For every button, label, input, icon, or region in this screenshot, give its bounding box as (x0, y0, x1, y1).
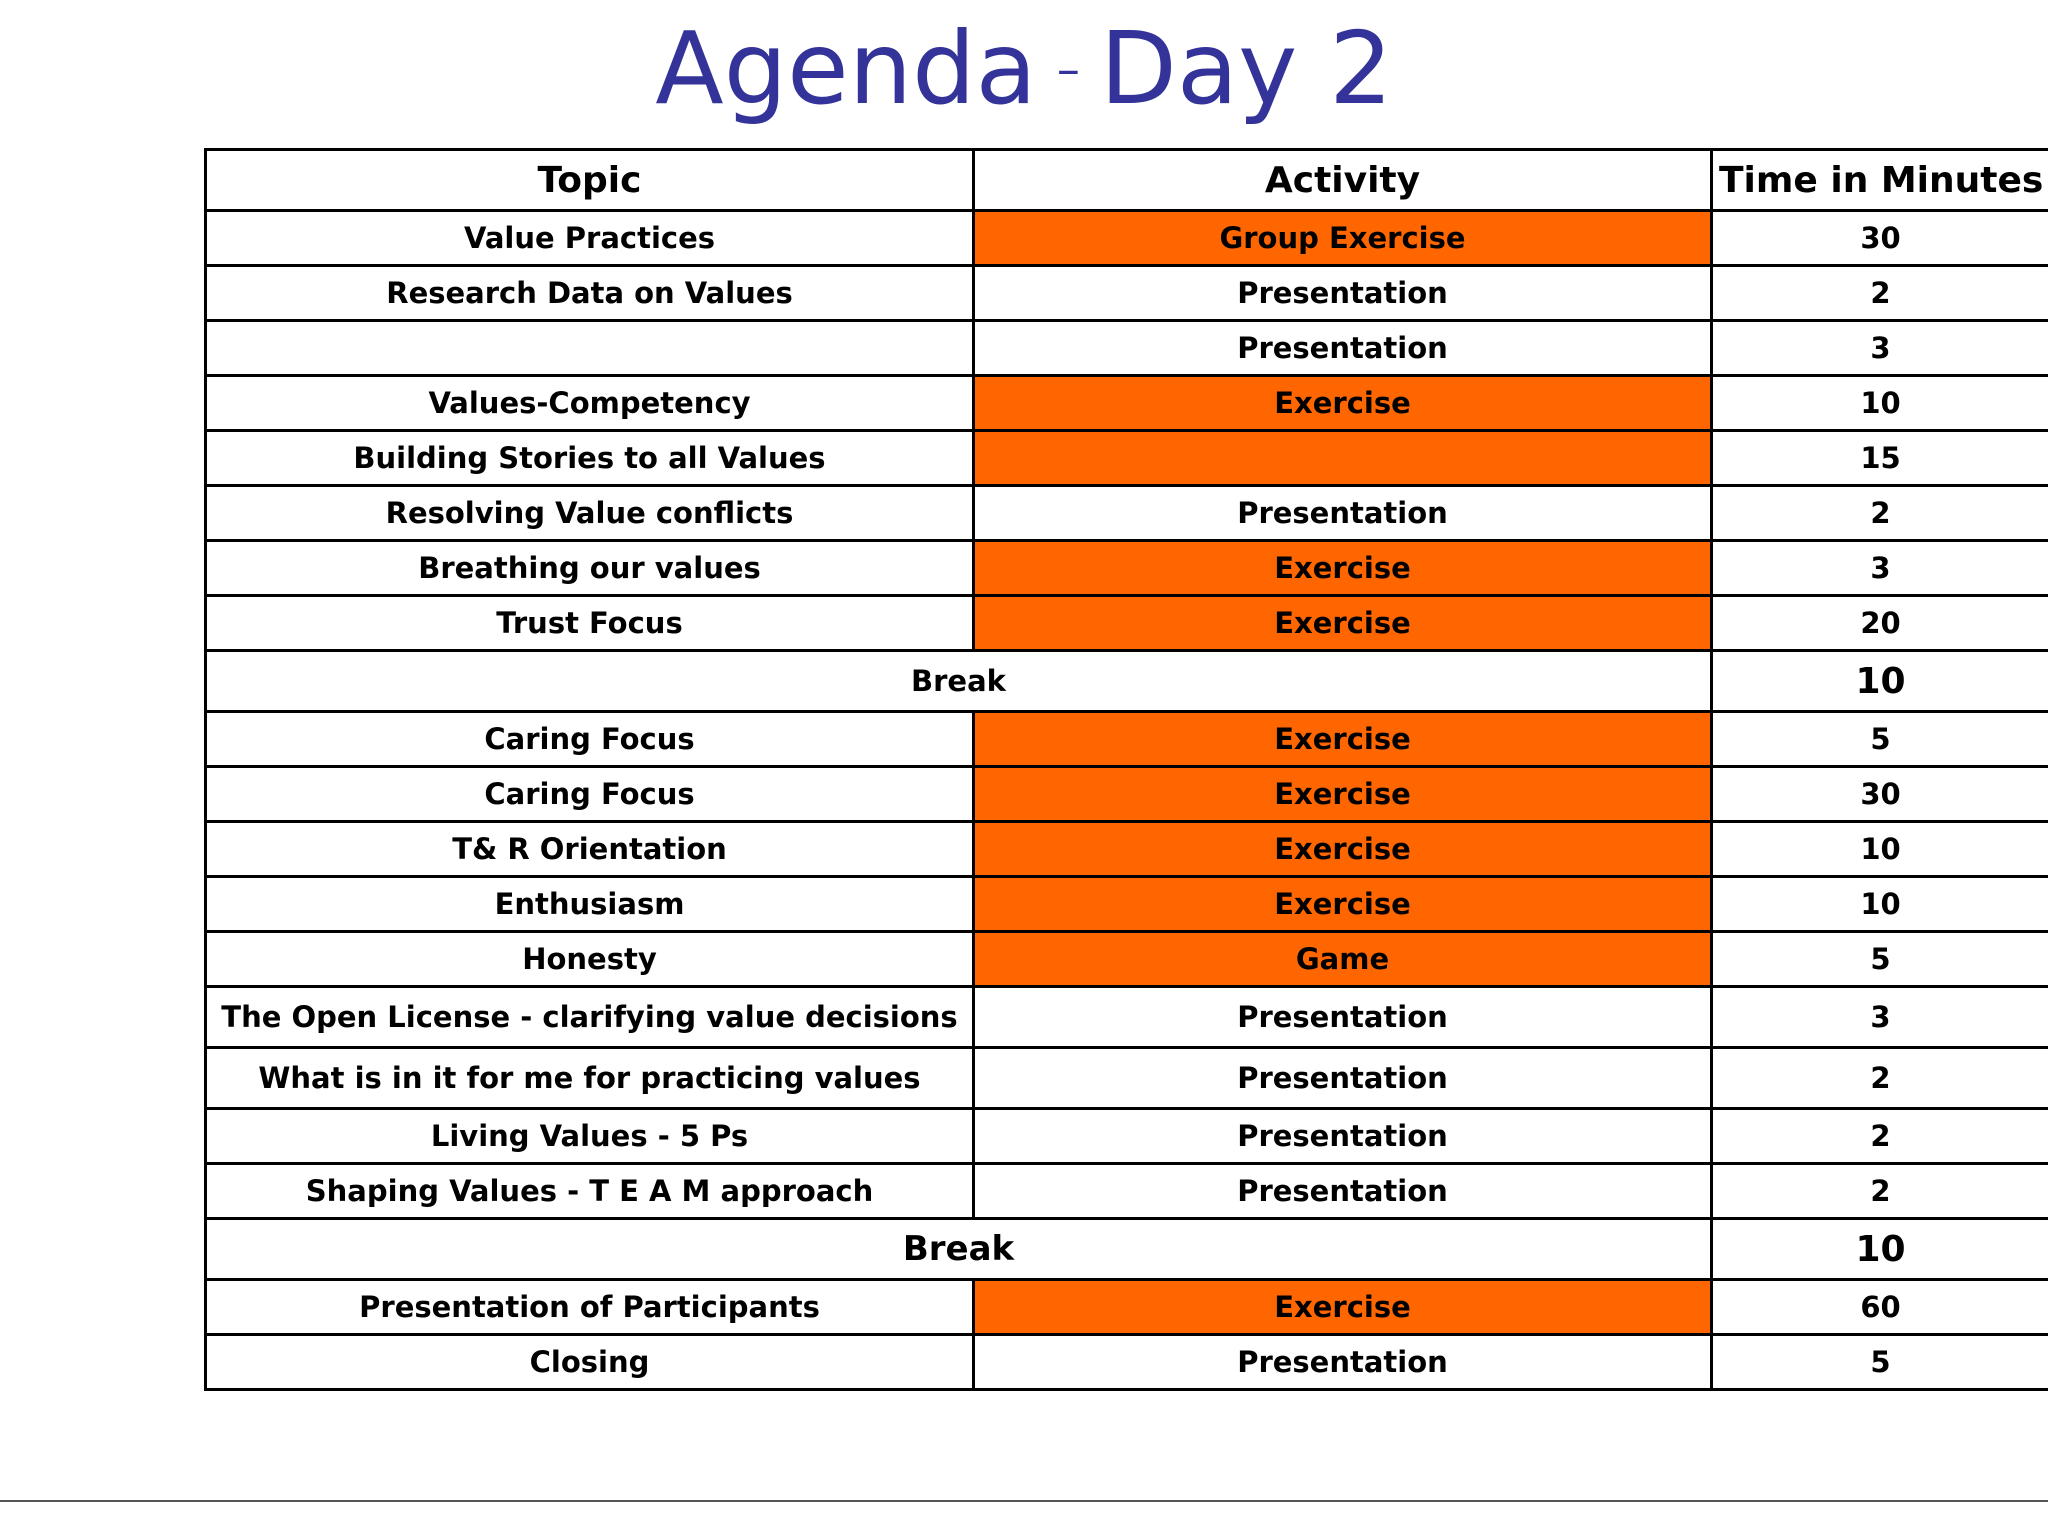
time-cell: 30 (1712, 211, 2048, 266)
header-topic: Topic (206, 150, 974, 211)
time-cell: 30 (1712, 767, 2048, 822)
activity-cell: Exercise (974, 376, 1712, 431)
activity-cell: Presentation (974, 1109, 1712, 1164)
header-row (206, 150, 2048, 211)
break-label: Break (206, 651, 1712, 712)
topic-cell: Living Values - 5 Ps (206, 1109, 974, 1164)
time-cell: 2 (1712, 266, 2048, 321)
activity-cell: Exercise (974, 822, 1712, 877)
topic-cell: Presentation of Participants (206, 1280, 974, 1335)
activity-cell: Exercise (974, 1280, 1712, 1335)
time-cell: 15 (1712, 431, 2048, 486)
time-cell: 2 (1712, 1164, 2048, 1219)
topic-cell: Research Data on Values (206, 266, 974, 321)
topic-cell: Shaping Values - T E A M approach (206, 1164, 974, 1219)
break-time-cell: 10 (1712, 651, 2048, 712)
title-separator: – (1056, 42, 1080, 96)
table-row (206, 596, 2048, 651)
topic-cell: Enthusiasm (206, 877, 974, 932)
activity-cell: Presentation (974, 266, 1712, 321)
header-time: Time in Minutes (1712, 150, 2048, 211)
table-row (206, 1048, 2048, 1109)
time-cell: 5 (1712, 712, 2048, 767)
title-main: Agenda (655, 10, 1037, 127)
activity-cell: Exercise (974, 877, 1712, 932)
activity-cell: Presentation (974, 321, 1712, 376)
time-cell: 2 (1712, 486, 2048, 541)
time-cell: 10 (1712, 877, 2048, 932)
topic-cell: Closing (206, 1335, 974, 1390)
table-row (206, 266, 2048, 321)
table-row (206, 987, 2048, 1048)
activity-cell: Presentation (974, 1164, 1712, 1219)
break-row (206, 651, 2048, 712)
activity-cell: Game (974, 932, 1712, 987)
time-cell: 2 (1712, 1109, 2048, 1164)
time-cell: 60 (1712, 1280, 2048, 1335)
topic-cell: Caring Focus (206, 767, 974, 822)
topic-cell: Building Stories to all Values (206, 431, 974, 486)
agenda-table (204, 148, 2048, 1391)
topic-cell: Values-Competency (206, 376, 974, 431)
topic-cell: What is in it for me for practicing values (206, 1048, 974, 1109)
activity-cell: Group Exercise (974, 211, 1712, 266)
table-row (206, 1109, 2048, 1164)
break-row (206, 1219, 2048, 1280)
topic-cell: T& R Orientation (206, 822, 974, 877)
topic-cell: Breathing our values (206, 541, 974, 596)
table-row (206, 877, 2048, 932)
activity-cell (974, 431, 1712, 486)
table-row (206, 712, 2048, 767)
table-row (206, 321, 2048, 376)
table-row (206, 486, 2048, 541)
table-row (206, 541, 2048, 596)
time-cell: 3 (1712, 987, 2048, 1048)
time-cell: 3 (1712, 541, 2048, 596)
table-row (206, 1335, 2048, 1390)
time-cell: 2 (1712, 1048, 2048, 1109)
topic-cell (206, 321, 974, 376)
table-row (206, 376, 2048, 431)
table-row (206, 211, 2048, 266)
time-cell: 5 (1712, 932, 2048, 987)
topic-cell: Resolving Value conflicts (206, 486, 974, 541)
activity-cell: Exercise (974, 767, 1712, 822)
topic-cell: Value Practices (206, 211, 974, 266)
time-cell: 3 (1712, 321, 2048, 376)
activity-cell: Presentation (974, 486, 1712, 541)
table-row (206, 767, 2048, 822)
topic-cell: Honesty (206, 932, 974, 987)
activity-cell: Presentation (974, 1335, 1712, 1390)
topic-cell: Caring Focus (206, 712, 974, 767)
activity-cell: Exercise (974, 596, 1712, 651)
table-row (206, 1280, 2048, 1335)
table-row (206, 431, 2048, 486)
table-row (206, 822, 2048, 877)
break-label: Break (206, 1219, 1712, 1280)
title-day: Day 2 (1099, 10, 1393, 127)
table-row (206, 1164, 2048, 1219)
page-title (0, 10, 2048, 127)
time-cell: 10 (1712, 822, 2048, 877)
activity-cell: Presentation (974, 987, 1712, 1048)
topic-cell: The Open License - clarifying value decisions (206, 987, 974, 1048)
activity-cell: Exercise (974, 712, 1712, 767)
bottom-divider (0, 1500, 2048, 1502)
topic-cell: Trust Focus (206, 596, 974, 651)
agenda-body (206, 211, 2048, 1390)
time-cell: 10 (1712, 376, 2048, 431)
table-row (206, 932, 2048, 987)
header-activity: Activity (974, 150, 1712, 211)
activity-cell: Presentation (974, 1048, 1712, 1109)
activity-cell: Exercise (974, 541, 1712, 596)
break-time-cell: 10 (1712, 1219, 2048, 1280)
time-cell: 5 (1712, 1335, 2048, 1390)
time-cell: 20 (1712, 596, 2048, 651)
